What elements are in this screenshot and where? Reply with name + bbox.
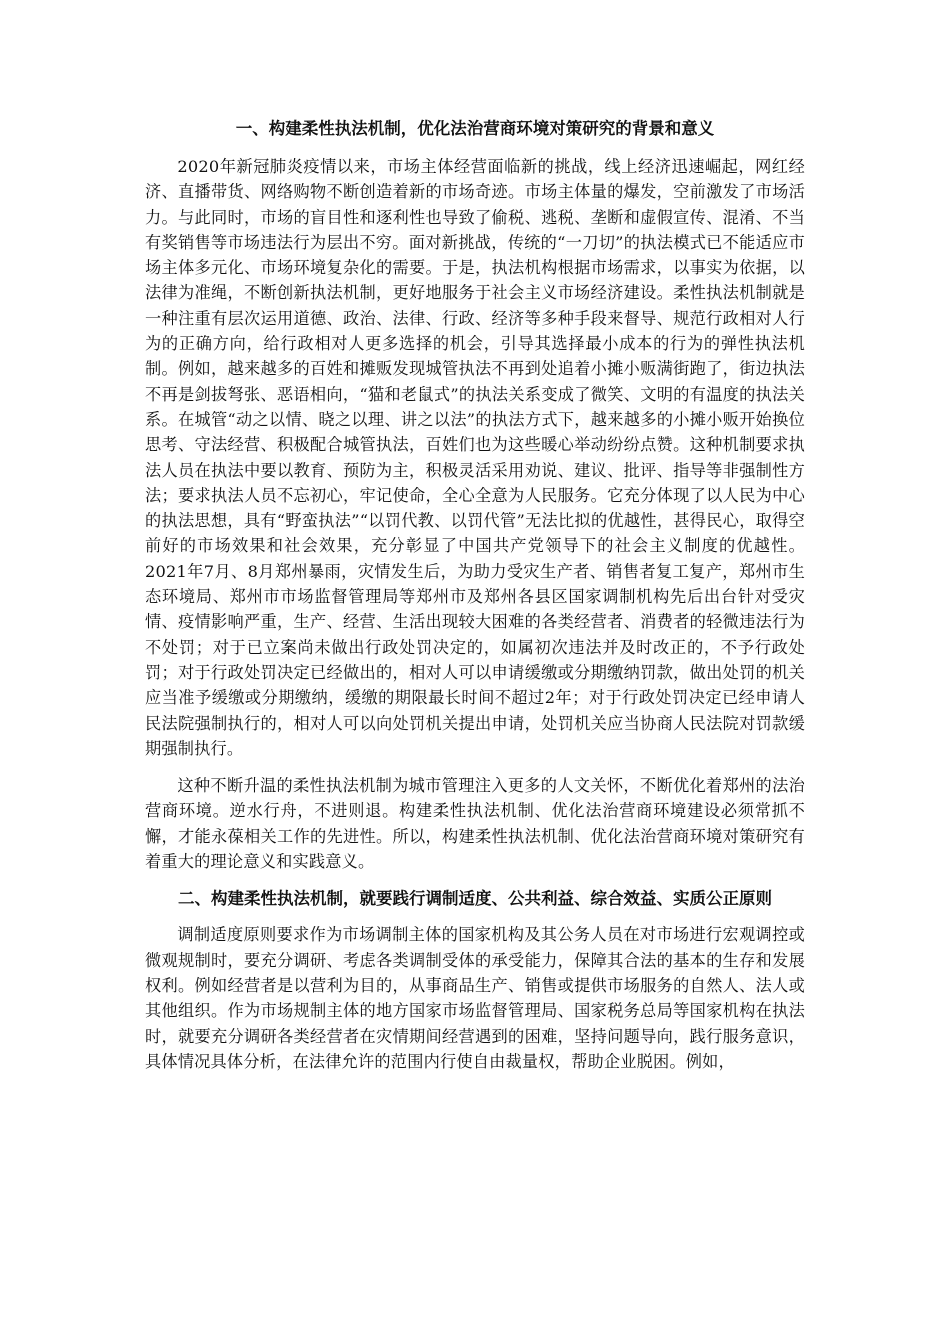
- section1-paragraph-1: 2020年新冠肺炎疫情以来，市场主体经营面临新的挑战，线上经济迅速崛起，网红经济、直播带货、网络购物不断创造着新的市场奇迹。市场主体量的爆发，空前激发了市场活力。与此同时，市场的盲目性和逐利性也导致了偷税、逃税、垄断和虚假宣传、混淆、不当有奖销售等市场违法行为层出不穷。面对新挑战，传统的“一刀切”的执法模式已不能适应市场主体多元化、市场环境复杂化的需要。于是，执法机构根据市场需求，以事实为依据，以法律为准绳，不断创新执法机制，更好地服务于社会主义市场经济建设。柔性执法机制就是一种注重有层次运用道德、政治、法律、行政、经济等多种手段来督导、规范行政相对人行为的正确方向，给行政相对人更多选择的机会，引导其选择最小成本的行为的弹性执法机制。例如，越来越多的百姓和摊贩发现城管执法不再到处追着小摊小贩满街跑了，街边执法不再是剑拔弩张、恶语相向，“猫和老鼠式”的执法关系变成了微笑、文明的有温度的执法关系。在城管“动之以情、晓之以理、讲之以法”的执法方式下，越来越多的小摊小贩开始换位思考、守法经营、积极配合城管执法，百姓们也为这些暖心举动纷纷点赞。这种机制要求执法人员在执法中要以教育、预防为主，积极灵活采用劝说、建议、批评、指导等非强制性方法；要求执法人员不忘初心，牢记使命，全心全意为人民服务。它充分体现了以人民为中心的执法思想，具有“野蛮执法”“以罚代教、以罚代管”无法比拟的优越性，甚得民心，取得空前好的市场效果和社会效果，充分彰显了中国共产党领导下的社会主义制度的优越性。2021年7月、8月郑州暴雨，灾情发生后，为助力受灾生产者、销售者复工复产，郑州市生态环境局、郑州市市场监督管理局等郑州市及郑州各县区国家调制机构先后出台针对受灾情、疫情影响严重，生产、经营、生活出现较大困难的各类经营者、消费者的轻微违法行为不处罚；对于已立案尚未做出行政处罚决定的，如属初次违法并及时改正的，不予行政处罚；对于行政处罚决定已经做出的，相对人可以申请缓缴或分期缴纳罚款，做出处罚的机关应当准予缓缴或分期缴纳，缓缴的期限最长时间不超过2年；对于行政处罚决定已经申请人民法院强制执行的，相对人可以向处罚机关提出申请，处罚机关应当协商人民法院对罚款缓期强制执行。: [145, 157, 805, 758]
- section1-heading: 一、构建柔性执法机制，优化法治营商环境对策研究的背景和意义: [235, 119, 715, 138]
- section2-paragraph-1: 调制适度原则要求作为市场调制主体的国家机构及其公务人员在对市场进行宏观调控或微观规制时，要充分调研、考虑各类调制受体的承受能力，保障其合法的基本的生存和发展权利。例如经营者是以营利为目的，从事商品生产、销售或提供市场服务的自然人、法人或其他组织。作为市场规制主体的地方国家市场监督管理局、国家税务总局等国家机构在执法时，就要充分调研各类经营者在灾情期间经营遇到的困难，坚持问题导向，践行服务意识，具体情况具体分析，在法律允许的范围内行使自由裁量权，帮助企业脱困。例如，: [145, 925, 805, 1071]
- section1-paragraph-2: 这种不断升温的柔性执法机制为城市管理注入更多的人文关怀，不断优化着郑州的法治营商环境。逆水行舟，不进则退。构建柔性执法机制、优化法治营商环境建设必须常抓不懈，才能永葆相关工作的先进性。所以，构建柔性执法机制、优化法治营商环境对策研究有着重大的理论意义和实践意义。: [145, 776, 805, 872]
- section2-heading: 二、构建柔性执法机制，就要践行调制适度、公共利益、综合效益、实质公正原则: [178, 889, 772, 909]
- document-page: [145, 116, 805, 1086]
